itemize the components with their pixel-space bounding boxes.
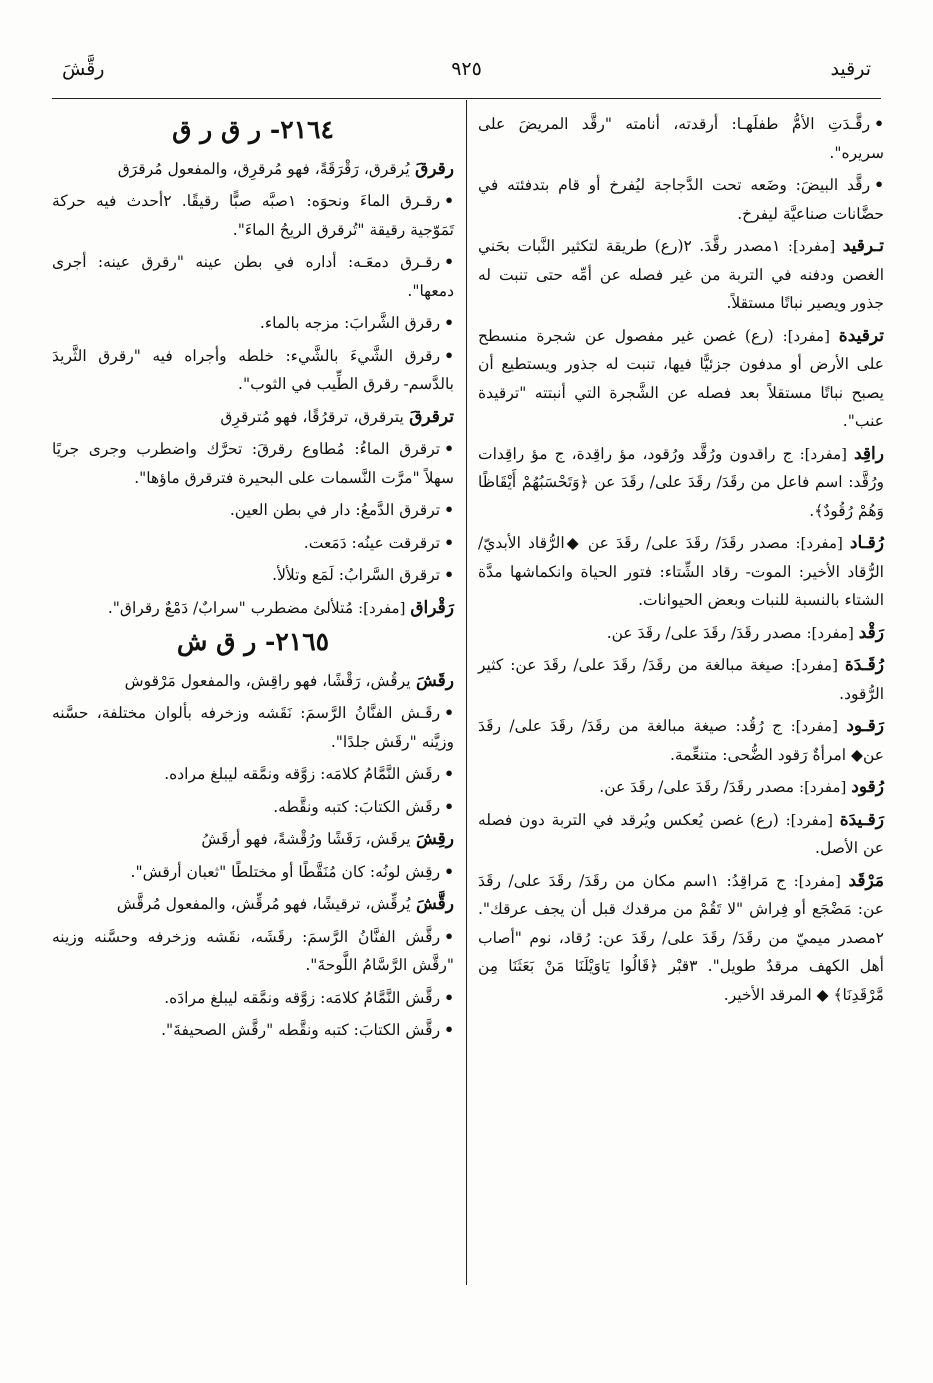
- sense-text: ترقرق الماءُ: مُطاوع رقرقَ: تحرَّك واضطرب وجرى جريًا سهلاً "مرَّت النَّسمات على البحيرة فترقرق ماؤها".: [52, 440, 454, 487]
- bullet-icon: •: [874, 175, 884, 194]
- sense-text: رقرق الشَّرابَ: مزجه بالماء.: [259, 314, 441, 332]
- sense-text: رقَّش الفنَّانُ الرَّسمَ: رقَشَه، نقَشه وزخرفه وحسَّنه وزينه "رقَّش الرَّسَّامُ اللَّوحةَ".: [52, 927, 454, 974]
- headword: راقِد: [854, 443, 884, 464]
- definition: مصدر رقَدَ/ رقَدَ على/ رقَدَ عن.: [599, 778, 795, 796]
- left-column: [52, 110, 454, 1049]
- header-last-word: رقَّشَ: [62, 58, 105, 80]
- sense-text: رقَـش الفنَّانُ الرَّسمَ: نَقَشه وزخرفه بألوان مختلفة، حسَّنه وزيَّنه "رقَش جلدًا".: [52, 704, 454, 751]
- sense-item: [52, 1016, 454, 1045]
- bullet-icon: •: [874, 114, 884, 133]
- bullet-icon: •: [444, 987, 454, 1007]
- right-column: [478, 110, 884, 1013]
- headword: رقَشَ: [415, 670, 454, 691]
- sense-item: [52, 496, 454, 525]
- sense-item: [52, 561, 454, 590]
- sense-item: [52, 187, 454, 244]
- sense-item: [52, 760, 454, 789]
- sense-item: [52, 248, 454, 305]
- conjugation: يُرقِّش، ترقيشًا، فهو مُرقِّش، والمفعول مُرقَّش: [116, 895, 411, 913]
- header-first-word: ترقيد: [830, 58, 871, 80]
- pos-tag: [مفرد]:: [795, 534, 843, 552]
- sense-text: رقَّـدَتِ الأمُّ طفلَهـا: أرقدته، أنامته "رقَّد المريضَ على سريره".: [478, 115, 884, 162]
- headword: ترقرقَ: [409, 406, 454, 427]
- headword: رَقـيدَة: [839, 809, 884, 830]
- sense-text: رقِش لونُه: كان مُنَقَّطًا أو مختلطًا "ثعبان أرقش".: [130, 862, 441, 881]
- bullet-icon: •: [444, 764, 454, 783]
- sense-item: [52, 529, 454, 558]
- verb-headword-line: [52, 155, 454, 184]
- sense-item: [52, 342, 454, 399]
- running-head: [50, 58, 883, 92]
- bullet-icon: •: [444, 703, 454, 722]
- verb-headword-line: [52, 825, 454, 854]
- sense-item: [52, 858, 454, 887]
- sense-item: [478, 171, 884, 228]
- verb-headword-line: [52, 890, 454, 919]
- dictionary-entry: [478, 773, 884, 802]
- definition: ١مصدر رقَّدَ. ٢(رع) طريقة لتكثير النَّبات بحَني الغصن ودفنه في التربة من غير فصله عن أمِّه حتى تنبت له جذور ويصير نباتًا مستقلاً.: [478, 237, 884, 312]
- definition: مصدر رقَدَ/ رقَدَ على/ رقَدَ عن ◆الرُّقاد الأبديّ/ الرُّقاد الأخير: الموت- رقاد الشِّتاء: فتور الحياة وانكماشها مدَّة الشتاء بالنسبة للنبات وبعض الحيوانات.: [478, 534, 884, 609]
- dictionary-entry: [478, 322, 884, 436]
- bullet-icon: •: [444, 861, 454, 881]
- dictionary-entry: [478, 806, 884, 863]
- pos-tag: [مفرد]:: [806, 623, 854, 642]
- bullet-icon: •: [444, 439, 454, 458]
- definition: مصدر رقَدَ/ رقَدَ على/ رقَدَ عن.: [606, 623, 802, 642]
- verb-headword-line: [52, 403, 454, 432]
- bullet-icon: •: [444, 252, 454, 271]
- sense-item: [52, 923, 454, 980]
- headword: رَقـود: [846, 716, 885, 736]
- dictionary-entry: [478, 232, 884, 318]
- definition: ج راقدون ورُقَّد ورُقود، مؤ راقِدة، ج مؤ راقِدات ورُقَّد: اسم فاعل من رقَدَ/ رقَدَ على/ رقَدَ عن ﴿وَتَحْسَبُهُمْ أَيْقَاظًا وَهُمْ رُقُودٌ﴾.: [478, 444, 884, 520]
- sense-text: رقَش النَّمَّامُ كلامَه: زوَّقه ونمَّقه ليبلغ مراده.: [164, 765, 441, 783]
- pos-tag: [مفرد]:: [358, 598, 406, 617]
- dictionary-entry: [52, 594, 454, 623]
- headword: رَقْراق: [410, 597, 454, 618]
- sense-item: [52, 435, 454, 492]
- bullet-icon: •: [444, 500, 454, 519]
- dictionary-entry: [478, 529, 884, 615]
- sense-item: [478, 110, 884, 167]
- conjugation: يترقرق، ترقرُقًا، فهو مُترقرِق: [220, 407, 404, 426]
- sense-text: رقَّد البيضَ: وضَعه تحت الدَّجاجة ليُفرخ أو قام بتدفئته في حضَّانات صناعيَّة ليفرخ.: [478, 176, 884, 223]
- headword: رَقْد: [858, 622, 884, 643]
- headword: رقِشَ: [415, 829, 454, 849]
- pos-tag: [مفرد]:: [793, 871, 841, 890]
- pos-tag: [مفرد]:: [799, 778, 847, 796]
- bullet-icon: •: [444, 313, 454, 332]
- headword: رُقَـدَة: [844, 655, 884, 675]
- pos-tag: [مفرد]:: [782, 326, 830, 345]
- header-divider: [52, 98, 881, 99]
- conjugation: يرقَش، رَقَشًا ورُقْشةً، فهو أرقَشُ: [201, 830, 411, 848]
- sense-item: [52, 699, 454, 756]
- conjugation: يرقُش، رَقْشًا، فهو راقِش، والمفعول مَرْقوش: [124, 671, 411, 690]
- page-number: ٩٢٥: [451, 58, 482, 80]
- sense-text: ترقرق الدَّمعُ: دار في بطن العين.: [229, 501, 441, 519]
- definition: (رع) غصن غير مفصول عن شجرة منسطح على الأرض أو مدفون جزئيًّا فيها، تنبت له جذور ويستطيع أن يصبح نباتًا مستقلاً بعد فصله عن الشَّجرة التي أنبتته "ترقيدة عنب".: [478, 326, 884, 430]
- sense-item: [52, 793, 454, 822]
- sense-text: رقَّش الكتابَ: كتبه ونقَّطه "رقَّش الصحيفةَ".: [161, 1021, 441, 1039]
- headword: ترقيدة: [838, 325, 884, 346]
- sense-text: ترقرق السَّرابُ: لَمَع وتلألأ.: [272, 566, 441, 584]
- definition: (رع) غصن يُعكس ويُرقد في التربة دون فصله عن الأصل.: [478, 810, 884, 857]
- headword: رُقود: [851, 777, 884, 797]
- bullet-icon: •: [444, 1020, 454, 1039]
- pos-tag: [مفرد]:: [799, 444, 847, 463]
- sense-text: رقرق الشَّيءَ بالشَّيء: خلطه وأجراه فيه "رقرق الثَّريدَ بالدَّسم- رقرق الطِّيب في الثوب".: [52, 346, 454, 393]
- bullet-icon: •: [444, 926, 454, 946]
- dictionary-entry: [478, 651, 884, 708]
- headword: رقرقَ: [415, 158, 454, 179]
- sense-item: [52, 309, 454, 338]
- sense-text: رقـرق دمعَـه: أداره في بطن عينه "رقرق عينه: أجرى دمعها".: [52, 253, 454, 300]
- dictionary-entry: [478, 867, 884, 1010]
- conjugation: يُرقرق، رَقْرَقَةً، فهو مُرقرِق، والمفعول مُرقرَق: [117, 159, 410, 178]
- definition: ج مَراقِدُ: ١اسم مكان من رقَدَ/ رقَدَ على/ رقَدَ عن: مَضْجَع أو فِراش "لا تَقُمْ من مرقدك قبل أن يجف عرقك". ٢مصدر ميميّ من رقَدَ/ رقَدَ على/ رقَدَ عن: رُقاد، نوم "أصاب أهل الكهف مرقدٌ طويل". ٣قبْر ﴿قَالُوا يَاوَيْلَنَا مَنْ بَعَثَنَا مِن مَّرْقَدِنَا﴾ ◆ المرقد الأخير.: [478, 871, 884, 1004]
- sense-text: رقـرق الماءَ ونحوَه: ١صبَّه صبًّا رقيقًا. ٢أحدث فيه حركة تَمَوّجية رقيقة "تُرقرق الريحُ الماءَ".: [52, 192, 454, 239]
- headword: رقَّشَ: [415, 894, 454, 914]
- verb-headword-line: [52, 667, 454, 696]
- sense-text: رقَش الكتابَ: كتبه ونقَّطه.: [273, 797, 441, 816]
- bullet-icon: •: [444, 532, 454, 552]
- definition: صيغة مبالغة من رقَدَ/ رقَدَ على/ رقَدَ عن: كثير الرُّقود.: [478, 656, 884, 703]
- pos-tag: [مفرد]:: [787, 237, 836, 255]
- bullet-icon: •: [444, 191, 454, 210]
- pos-tag: [مفرد]:: [790, 656, 838, 674]
- dictionary-entry: [478, 440, 884, 526]
- sense-text: رقَّش النَّمَّامُ كلامَه: زوَّقه ونمَّقه ليبلغ مرادَه.: [164, 988, 441, 1007]
- bullet-icon: •: [444, 345, 454, 365]
- column-divider: [466, 100, 467, 1285]
- pos-tag: [مفرد]:: [785, 810, 833, 829]
- headword: مَرْقَد: [848, 870, 884, 891]
- dictionary-entry: [478, 619, 884, 648]
- sense-item: [52, 984, 454, 1013]
- sense-text: ترقرقت عينُه: دَمَعت.: [303, 533, 441, 552]
- headword: تـرقيد: [842, 236, 884, 256]
- definition: ج رُقُد: صيغة مبالغة من رقَدَ/ رقَدَ على/ رقَدَ عن◆ امرأةٌ رَقود الضُّحى: متنعِّمة.: [478, 717, 884, 764]
- root-heading: ٢١٦٥- ر ق ش: [176, 627, 330, 656]
- dictionary-entry: [478, 712, 884, 769]
- root-heading: ٢١٦٤- ر ق ر ق: [172, 115, 334, 144]
- definition: مُتلألئ مضطرب "سرابٌ/ دَمْعٌ رقراق".: [107, 598, 354, 617]
- pos-tag: [مفرد]:: [790, 717, 838, 735]
- headword: رُقـاد: [849, 533, 884, 553]
- bullet-icon: •: [444, 796, 454, 816]
- bullet-icon: •: [444, 565, 454, 584]
